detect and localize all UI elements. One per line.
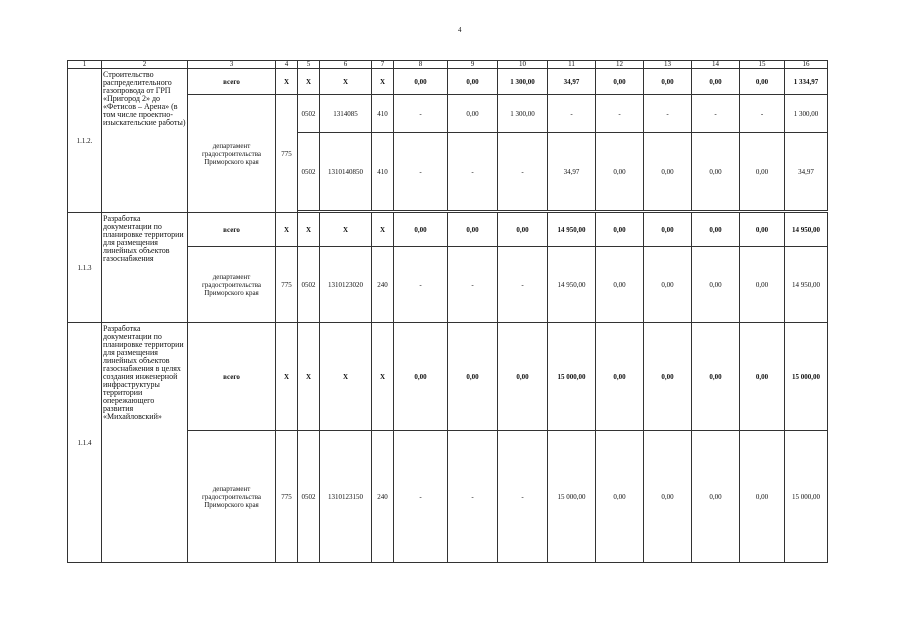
cell: 1314085 — [320, 95, 372, 133]
header-cell: 10 — [498, 61, 548, 69]
grbs-code: 775 — [276, 95, 298, 213]
cell: 0,00 — [596, 133, 644, 211]
cell: 0,00 — [596, 247, 644, 323]
cell: 0,00 — [692, 133, 740, 211]
cell: 0,00 — [448, 323, 498, 431]
cell: 15 000,00 — [548, 431, 596, 563]
cell: - — [740, 95, 785, 133]
cell: 0,00 — [596, 213, 644, 247]
cell: 0,00 — [692, 247, 740, 323]
cell: 0,00 — [394, 213, 448, 247]
cell: X — [298, 213, 320, 247]
total-row — [68, 213, 828, 247]
cell: 0,00 — [394, 323, 448, 431]
cell: - — [394, 431, 448, 563]
cell: 0502 — [298, 133, 320, 211]
cell: 0,00 — [740, 213, 785, 247]
cell: 0,00 — [596, 323, 644, 431]
cell: 0,00 — [644, 431, 692, 563]
cell: 240 — [372, 431, 394, 563]
item-name: Разработка документации по планировке территории для размещения линейных объектов газоснабжения — [102, 213, 188, 323]
header-cell: 14 — [692, 61, 740, 69]
header-cell: 8 — [394, 61, 448, 69]
cell: 15 000,00 — [785, 323, 828, 431]
total-label: всего — [188, 69, 276, 95]
total-label: всего — [188, 213, 276, 247]
budget-table — [67, 60, 828, 563]
cell: - — [498, 133, 548, 211]
item-number: 1.1.4 — [68, 323, 102, 563]
cell: - — [548, 95, 596, 133]
cell: 34,97 — [548, 133, 596, 211]
header-cell: 9 — [448, 61, 498, 69]
page-number: 4 — [458, 26, 462, 34]
cell: 1 300,00 — [498, 69, 548, 95]
cell: 0502 — [298, 247, 320, 323]
header-cell: 16 — [785, 61, 828, 69]
cell: 1 300,00 — [785, 95, 828, 133]
cell: 15 000,00 — [785, 431, 828, 563]
cell: 0502 — [298, 431, 320, 563]
header-row — [68, 61, 828, 69]
cell: 0,00 — [448, 69, 498, 95]
cell: - — [394, 133, 448, 211]
cell: X — [320, 69, 372, 95]
department: департамент градостроительства Приморского края — [188, 95, 276, 213]
cell: - — [394, 247, 448, 323]
header-cell: 6 — [320, 61, 372, 69]
cell: - — [596, 95, 644, 133]
cell: X — [298, 323, 320, 431]
cell: - — [448, 247, 498, 323]
cell: 0,00 — [644, 69, 692, 95]
item-number: 1.1.2. — [68, 69, 102, 213]
item-number: 1.1.3 — [68, 213, 102, 323]
cell: 1 334,97 — [785, 69, 828, 95]
header-cell: 5 — [298, 61, 320, 69]
cell: 0,00 — [498, 213, 548, 247]
cell: 0,00 — [692, 431, 740, 563]
cell: 0,00 — [740, 69, 785, 95]
cell: 1 300,00 — [498, 95, 548, 133]
cell: 0,00 — [692, 213, 740, 247]
department: департамент градостроительства Приморского края — [188, 247, 276, 323]
cell: 14 950,00 — [548, 213, 596, 247]
cell: 0,00 — [692, 69, 740, 95]
cell: - — [498, 247, 548, 323]
cell: X — [276, 213, 298, 247]
cell: - — [692, 95, 740, 133]
cell: 0,00 — [644, 213, 692, 247]
cell: - — [394, 95, 448, 133]
cell: X — [372, 323, 394, 431]
total-label: всего — [188, 323, 276, 431]
cell: X — [372, 213, 394, 247]
cell: 0,00 — [644, 323, 692, 431]
cell: 34,97 — [548, 69, 596, 95]
cell: 1310140850 — [320, 133, 372, 211]
header-cell: 3 — [188, 61, 276, 69]
cell: X — [298, 69, 320, 95]
cell: 0,00 — [498, 323, 548, 431]
item-name: Разработка документации по планировке территории для размещения линейных объектов газоснабжения в целях создания инженерной инфраструктуры территории опережающего развития «Михайловский» — [102, 323, 188, 563]
cell: X — [320, 323, 372, 431]
cell: 775 — [276, 431, 298, 563]
cell: 0,00 — [596, 69, 644, 95]
cell: 15 000,00 — [548, 323, 596, 431]
cell: - — [448, 431, 498, 563]
total-row — [68, 69, 828, 95]
cell: 240 — [372, 247, 394, 323]
cell: 1310123150 — [320, 431, 372, 563]
header-cell: 2 — [102, 61, 188, 69]
total-row — [68, 323, 828, 431]
cell: 14 950,00 — [785, 213, 828, 247]
cell: 0,00 — [448, 213, 498, 247]
header-cell: 1 — [68, 61, 102, 69]
cell: 0,00 — [740, 133, 785, 211]
cell: 410 — [372, 95, 394, 133]
cell: 410 — [372, 133, 394, 211]
cell: 14 950,00 — [785, 247, 828, 323]
header-cell: 13 — [644, 61, 692, 69]
cell: 0,00 — [692, 323, 740, 431]
cell: X — [320, 213, 372, 247]
cell: - — [644, 95, 692, 133]
cell: 1310123020 — [320, 247, 372, 323]
cell: - — [498, 431, 548, 563]
cell: X — [276, 323, 298, 431]
cell: 0,00 — [644, 247, 692, 323]
header-cell: 4 — [276, 61, 298, 69]
cell: - — [448, 133, 498, 211]
cell: 0,00 — [448, 95, 498, 133]
cell: X — [372, 69, 394, 95]
header-cell: 15 — [740, 61, 785, 69]
item-name: Строительство распределительного газопровода от ГРП «Пригород 2» до «Фетисов – Арена» (в том числе проектно-изыскательские работы) — [102, 69, 188, 213]
cell: 775 — [276, 247, 298, 323]
header-cell: 11 — [548, 61, 596, 69]
cell: X — [276, 69, 298, 95]
cell: 0,00 — [740, 431, 785, 563]
cell: 0,00 — [740, 323, 785, 431]
cell: 0,00 — [596, 431, 644, 563]
header-cell: 12 — [596, 61, 644, 69]
cell: 0,00 — [740, 247, 785, 323]
cell: 34,97 — [785, 133, 828, 211]
cell: 14 950,00 — [548, 247, 596, 323]
department: департамент градостроительства Приморского края — [188, 431, 276, 563]
header-cell: 7 — [372, 61, 394, 69]
cell: 0502 — [298, 95, 320, 133]
cell: 0,00 — [394, 69, 448, 95]
cell: 0,00 — [644, 133, 692, 211]
